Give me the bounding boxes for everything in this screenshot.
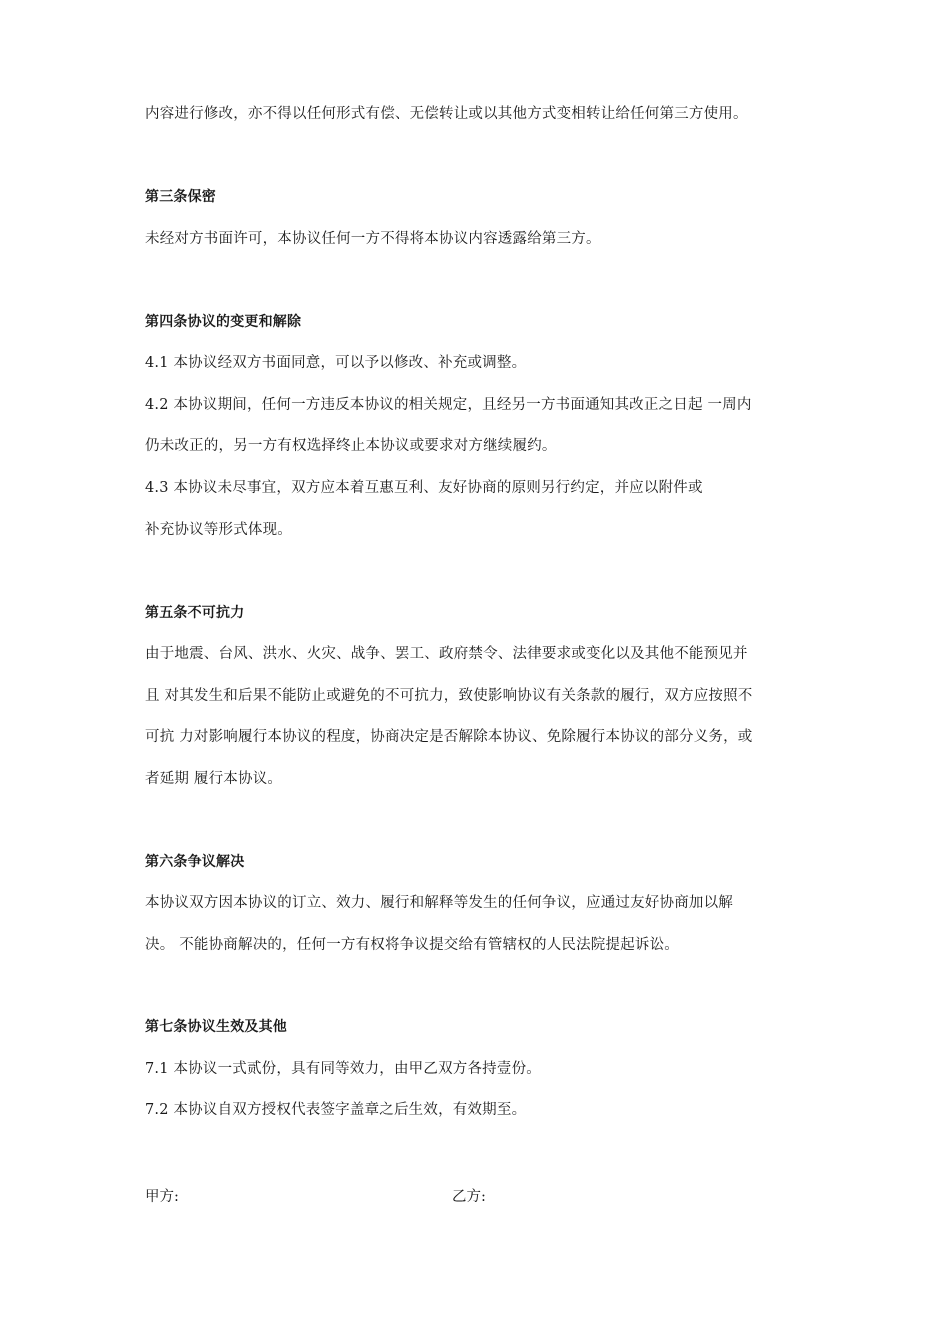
- clause-7-heading: 第七条协议生效及其他: [145, 1019, 287, 1035]
- party-a-signature-label: 甲方:: [145, 1189, 179, 1205]
- clause-5-text-line-3: 可抗 力对影响履行本协议的程度，协商决定是否解除本协议、免除履行本协议的部分义务，或: [145, 729, 753, 745]
- clause-5-heading: 第五条不可抗力: [145, 605, 245, 621]
- clause-4-2-text-cont: 仍未改正的，另一方有权选择终止本协议或要求对方继续履约。: [145, 438, 557, 454]
- clause-5-text-line-1: 由于地震、台风、洪水、火灾、战争、罢工、政府禁令、法律要求或变化以及其他不能预见并: [145, 646, 748, 662]
- clause-4-2-text: 4.2 本协议期间，任何一方违反本协议的相关规定，且经另一方书面通知其改正之日起 一周内: [145, 397, 752, 413]
- party-b-signature-label: 乙方:: [452, 1189, 486, 1205]
- clause-6-heading: 第六条争议解决: [145, 854, 245, 870]
- clause-2-text-end: 内容进行修改，亦不得以任何形式有偿、无偿转让或以其他方式变相转让给任何第三方使用。: [145, 106, 748, 122]
- clause-6-text-line-1: 本协议双方因本协议的订立、效力、履行和解释等发生的任何争议，应通过友好协商加以解: [145, 895, 733, 911]
- clause-3-heading: 第三条保密: [145, 189, 216, 205]
- clause-7-1-text: 7.1 本协议一式贰份，具有同等效力，由甲乙双方各持壹份。: [145, 1061, 541, 1077]
- clause-4-1-text: 4.1 本协议经双方书面同意，可以予以修改、补充或调整。: [145, 355, 527, 371]
- clause-7-2-text: 7.2 本协议自双方授权代表签字盖章之后生效，有效期至。: [145, 1102, 527, 1118]
- clause-3-text: 未经对方书面许可，本协议任何一方不得将本协议内容透露给第三方。: [145, 231, 601, 247]
- clause-4-3-text-cont: 补充协议等形式体现。: [145, 522, 292, 538]
- clause-4-heading: 第四条协议的变更和解除: [145, 314, 302, 330]
- clause-6-text-line-2: 决。 不能协商解决的，任何一方有权将争议提交给有管辖权的人民法院提起诉讼。: [145, 937, 680, 953]
- clause-5-text-line-2: 且 对其发生和后果不能防止或避免的不可抗力，致使影响协议有关条款的履行，双方应按照不: [145, 688, 753, 704]
- clause-4-3-text: 4.3 本协议未尽事宜，双方应本着互惠互利、友好协商的原则另行约定，并应以附件或: [145, 480, 703, 496]
- clause-5-text-line-4: 者延期 履行本协议。: [145, 771, 283, 787]
